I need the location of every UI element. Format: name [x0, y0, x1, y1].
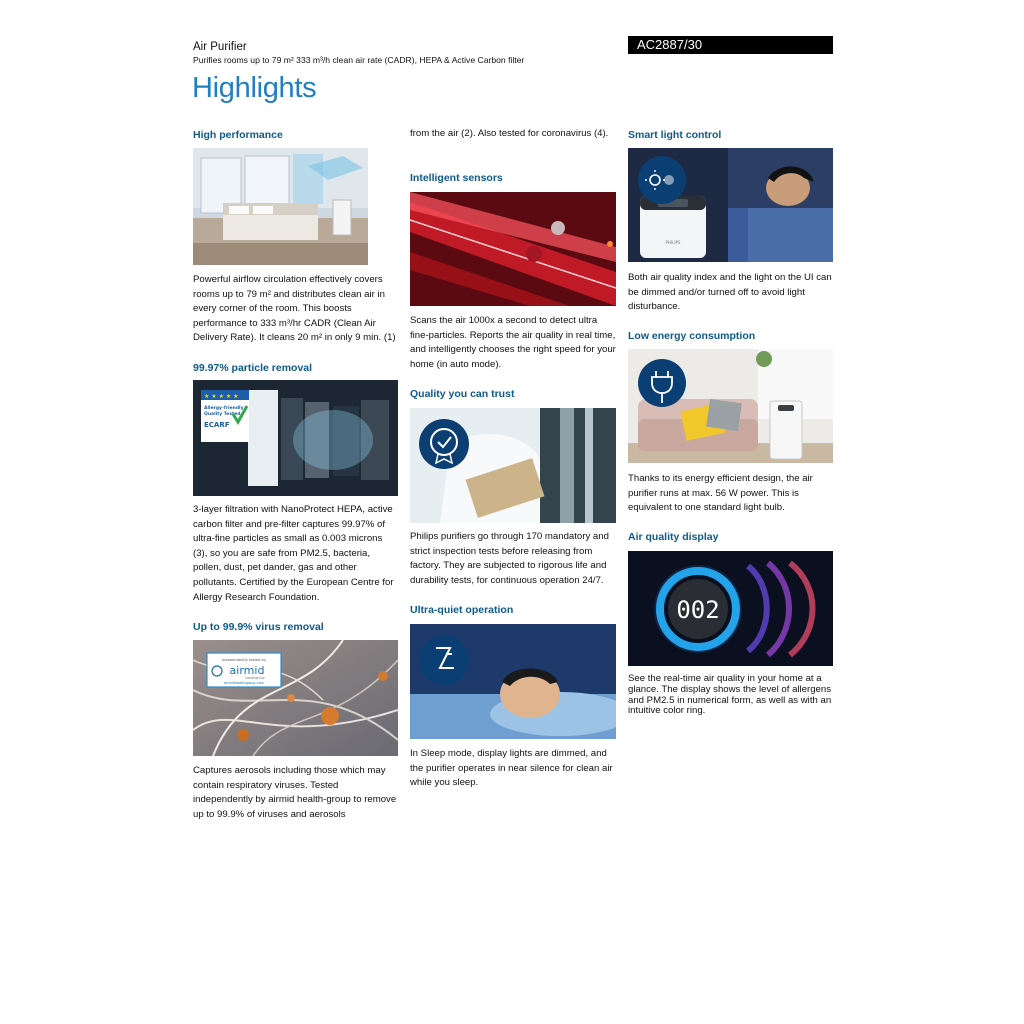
- svg-text:★ ★ ★ ★ ★: ★ ★ ★ ★ ★: [204, 393, 239, 400]
- section-intelligent-sensors: [410, 171, 616, 185]
- filter-layers-image: [193, 380, 398, 496]
- section-high-performance: [193, 128, 399, 142]
- badge-brand: airmid: [229, 664, 265, 677]
- device-brand: PHILIPS: [665, 240, 681, 245]
- sleeping-child-image: [410, 624, 616, 739]
- section-body: See the real-time air quality in your home at a glance. The display shows the level of allergens and PM2.5 in numerical form, as well as with an intuitive color ring.: [628, 673, 832, 717]
- section-heading: Up to 99.9% virus removal: [193, 621, 324, 633]
- section-particle-removal-text: [193, 503, 399, 605]
- section-heading: High performance: [193, 129, 283, 141]
- section-body: Thanks to its energy efficient design, the air purifier runs at max. 56 W power. This is equivalent to one standard light bulb.: [628, 473, 813, 514]
- badge-sub: healthgroup: [245, 676, 265, 680]
- section-air-quality-display-text: [628, 674, 834, 717]
- section-continued-text: [410, 127, 616, 142]
- section-body: Captures aerosols including those which may contain respiratory viruses. Tested independently by airmid health-group to remove up to 99.9% of viruses and aerosols: [193, 765, 397, 820]
- section-intelligent-sensors-text: [410, 314, 616, 372]
- section-ultra-quiet-text: [410, 747, 616, 791]
- section-high-performance-text: [193, 273, 399, 346]
- page-title: Highlights: [192, 72, 317, 104]
- section-body: Philips purifiers go through 170 mandatory and strict inspection tests before releasing from factory. They are subjected to rigorous life and durability tests, for continuous operation 24/7.: [410, 531, 609, 586]
- section-virus-removal: [193, 620, 399, 634]
- living-room-image: [628, 349, 833, 463]
- badge-top: independently tested by: [222, 658, 266, 662]
- section-ultra-quiet: [410, 603, 616, 617]
- section-body: Both air quality index and the light on the UI can be dimmed and/or turned off to avoid light disturbance.: [628, 272, 832, 313]
- badge-line1: Allergy-friendly: [204, 406, 244, 411]
- badge-org: ECARF: [204, 421, 230, 429]
- bedroom-image: [193, 148, 368, 265]
- section-heading: Air quality display: [628, 531, 719, 543]
- section-heading: Ultra-quiet operation: [410, 604, 514, 616]
- display-digits: 002: [676, 596, 720, 624]
- section-particle-removal: [193, 361, 399, 375]
- section-heading: Low energy consumption: [628, 330, 756, 342]
- section-body: Powerful airflow circulation effectively covers rooms up to 79 m² and distributes clean air in every corner of the room. This boosts performance to 333 m³/hr CADR (Clean Air Delivery Rate). It cleans 20 m² in only 9 min. (1): [193, 274, 396, 344]
- section-heading: 99.97% particle removal: [193, 362, 313, 374]
- section-air-quality-display: [628, 530, 834, 544]
- section-low-energy: [628, 329, 834, 343]
- night-bedroom-image: [628, 148, 833, 262]
- section-body: In Sleep mode, display lights are dimmed, and the purifier operates in near silence for clean air while you sleep.: [410, 748, 613, 789]
- section-quality-trust: [410, 387, 616, 401]
- virus-fibers-image: [193, 640, 398, 756]
- quality-inspection-image: [410, 408, 616, 523]
- section-body: 3-layer filtration with NanoProtect HEPA, active carbon filter and pre-filter captures 99.97% of ultra-fine particles as small as 0.003 microns (3), so you are safe from PM2.5, bacteria, pollen, dust, pet dander, gas and other pollutants. Certified by the European Centre for Allergy Research Foundation.: [193, 504, 394, 603]
- section-quality-trust-text: [410, 530, 616, 588]
- section-body: from the air (2). Also tested for coronavirus (4).: [410, 128, 609, 139]
- badge-line2: Quality Tested: [204, 412, 241, 417]
- sensor-laser-image: [410, 192, 616, 306]
- section-smart-light-text: [628, 271, 834, 315]
- section-body: Scans the air 1000x a second to detect ultra fine-particles. Reports the air quality in real time, and intelligently chooses the right speed for your home (in auto mode).: [410, 315, 616, 370]
- section-low-energy-text: [628, 472, 834, 516]
- product-name: Air Purifier: [193, 41, 247, 53]
- product-subtitle: Purifies rooms up to 79 m² 333 m³/h clean air rate (CADR), HEPA & Active Carbon filter: [193, 55, 525, 65]
- badge-url: airmidhealthgroup.com: [224, 681, 264, 685]
- section-heading: Intelligent sensors: [410, 172, 503, 184]
- model-number-badge: AC2887/30: [628, 36, 833, 54]
- air-quality-display-image: [628, 551, 833, 666]
- section-heading: Smart light control: [628, 129, 722, 141]
- section-virus-removal-text: [193, 764, 399, 822]
- section-smart-light: [628, 128, 834, 142]
- section-heading: Quality you can trust: [410, 388, 515, 400]
